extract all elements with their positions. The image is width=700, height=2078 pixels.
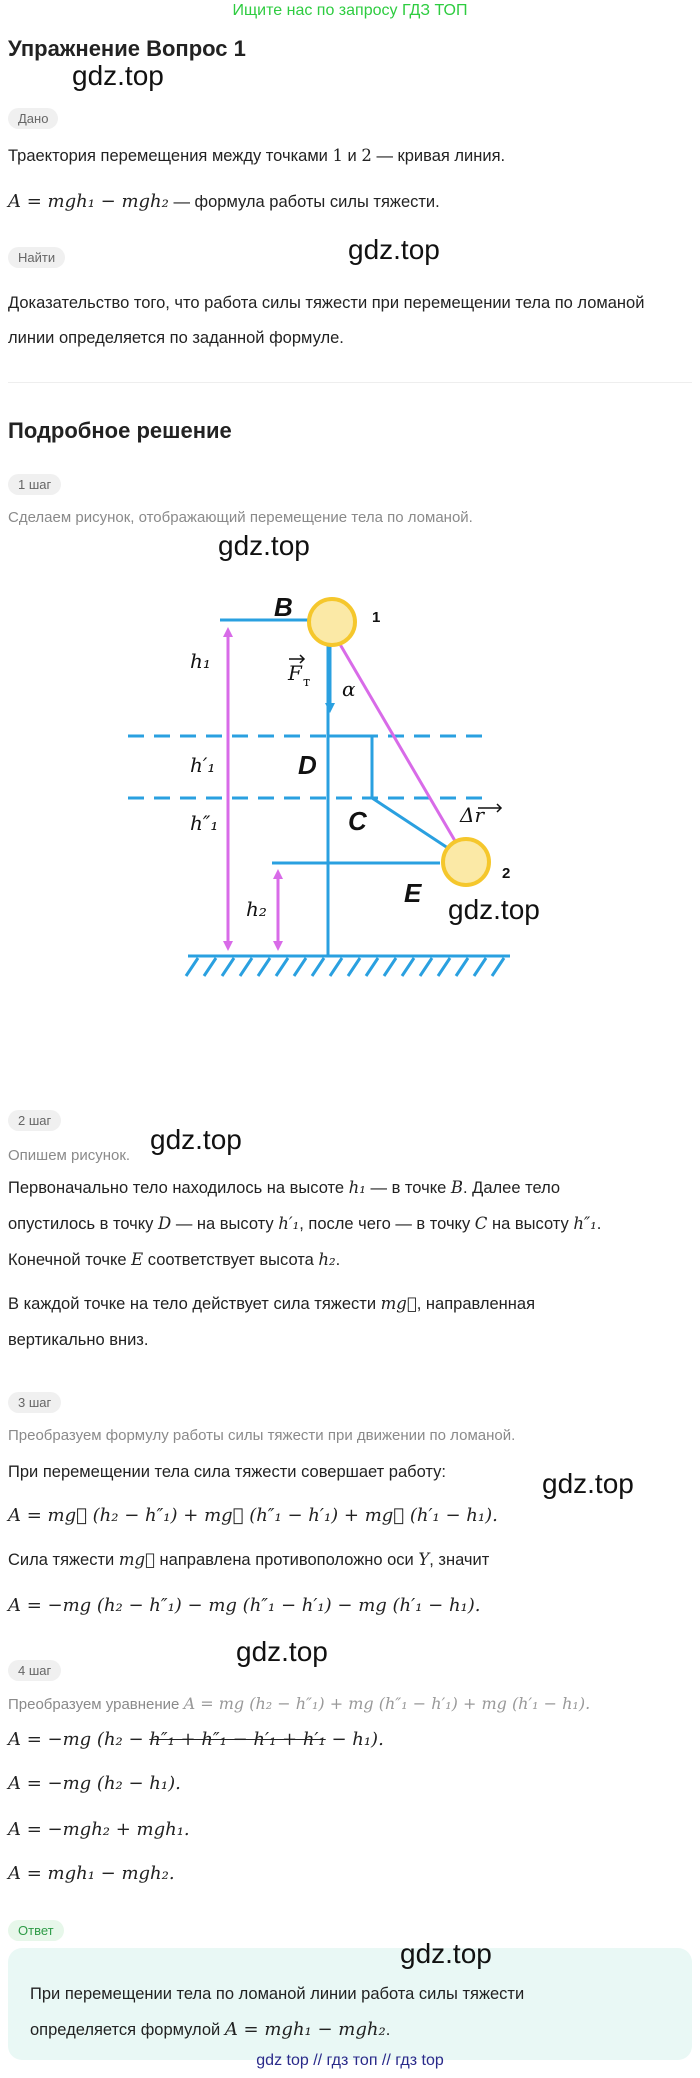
label-h1: h₁ bbox=[190, 649, 211, 673]
given-chip: Дано bbox=[8, 108, 58, 129]
watermark: gdz.top bbox=[348, 234, 440, 265]
step4-formula-3: A = −mgh₂ + mgh₁. bbox=[8, 1819, 190, 1840]
given-line-1: Траектория перемещения между точками 1 и 2 — кривая линия. bbox=[8, 146, 506, 165]
label-E: E bbox=[404, 878, 422, 908]
trajectory-figure bbox=[0, 560, 700, 1000]
label-alpha: α bbox=[342, 677, 356, 701]
label-C: C bbox=[348, 806, 367, 836]
step3-text-1: При перемещении тела сила тяжести совершает работу: bbox=[8, 1463, 446, 1481]
label-1: 1 bbox=[372, 609, 381, 626]
label-h1-prime: h′₁ bbox=[190, 753, 216, 777]
step2-chip: 2 шаг bbox=[8, 1110, 61, 1131]
watermark: gdz.top bbox=[448, 894, 540, 925]
answer-line-1: При перемещении тела по ломаной линии работа силы тяжести bbox=[30, 1985, 525, 2003]
broken-path bbox=[328, 736, 460, 856]
answer-line-2: определяется формулой A = mgh₁ − mgh₂. bbox=[30, 2019, 391, 2040]
watermark: gdz.top bbox=[236, 1636, 328, 1667]
ball-1 bbox=[309, 599, 355, 645]
page-title: Упражнение Вопрос 1 bbox=[8, 36, 246, 61]
find-chip: Найти bbox=[8, 247, 65, 268]
step3-intro: Преобразуем формулу работы силы тяжести при движении по ломаной. bbox=[8, 1427, 516, 1444]
answer-chip: Ответ bbox=[8, 1920, 64, 1941]
step1-text: Сделаем рисунок, отображающий перемещение тела по ломаной. bbox=[8, 509, 473, 526]
ball-2 bbox=[443, 839, 489, 885]
step4-chip: 4 шаг bbox=[8, 1660, 61, 1681]
find-text: Доказательство того, что работа силы тяжести при перемещении тела по ломаной линии определяется по заданной формуле. bbox=[8, 294, 645, 347]
label-h2: h₂ bbox=[246, 897, 267, 921]
ground-hatch bbox=[186, 958, 504, 976]
watermark: gdz.top bbox=[218, 530, 310, 561]
step3-chip: 3 шаг bbox=[8, 1392, 61, 1413]
divider bbox=[8, 382, 692, 383]
step2-line-1: Первоначально тело находилось на высоте h₁ — в точке B. Далее тело bbox=[8, 1178, 561, 1197]
given-line-2: A = mgh₁ − mgh₂ — формула работы силы тяжести. bbox=[8, 191, 440, 212]
step4-formula-2: A = −mg (h₂ − h₁). bbox=[8, 1773, 181, 1794]
watermark: gdz.top bbox=[542, 1468, 634, 1499]
step4-formula-4: A = mgh₁ − mgh₂. bbox=[8, 1863, 175, 1884]
watermark: gdz.top bbox=[150, 1124, 242, 1155]
step4-formula-1: A = −mg (h₂ − h″₁ + h″₁ − h′₁ + h′₁ − h₁). bbox=[8, 1729, 384, 1750]
label-delta-r: Δr bbox=[460, 803, 485, 827]
step3-text-2: Сила тяжести mg⃗ направлена противоположно оси Y, значит bbox=[8, 1550, 490, 1569]
watermark: gdz.top bbox=[72, 60, 164, 91]
footer-links[interactable]: gdz top // гдз топ // гдз top bbox=[256, 2052, 444, 2069]
label-B: B bbox=[274, 592, 293, 622]
label-F: F bbox=[288, 661, 302, 685]
step4-intro: Преобразуем уравнение A = mg (h₂ − h″₁) + mg (h″₁ − h′₁) + mg (h′₁ − h₁). bbox=[8, 1694, 591, 1713]
label-h1-double-prime: h″₁ bbox=[190, 811, 219, 835]
solution-title: Подробное решение bbox=[8, 418, 232, 443]
label-D: D bbox=[298, 750, 317, 780]
label-F-sub: т bbox=[303, 675, 311, 690]
step1-chip: 1 шаг bbox=[8, 474, 61, 495]
label-2: 2 bbox=[502, 865, 511, 882]
top-banner[interactable]: Ищите нас по запросу ГДЗ ТОП bbox=[232, 2, 468, 19]
step2-line-4: В каждой точке на тело действует сила тяжести mg⃗, направленная bbox=[8, 1294, 536, 1313]
watermark: gdz.top bbox=[400, 1938, 492, 1969]
step3-formula-2: A = −mg (h₂ − h″₁) − mg (h″₁ − h′₁) − mg (h′₁ − h₁). bbox=[8, 1595, 481, 1616]
step2-line-3: Конечной точке E соответствует высота h₂. bbox=[8, 1250, 341, 1269]
step2-line-2: опустилось в точку D — на высоту h′₁, после чего — в точку C на высоту h″₁. bbox=[8, 1214, 602, 1233]
step2-line-5: вертикально вниз. bbox=[8, 1331, 149, 1349]
step2-intro: Опишем рисунок. bbox=[8, 1147, 131, 1164]
step3-formula-1: A = mg⃗ (h₂ − h″₁) + mg⃗ (h″₁ − h′₁) + mg⃗ (h′₁ − h₁). bbox=[8, 1505, 498, 1526]
